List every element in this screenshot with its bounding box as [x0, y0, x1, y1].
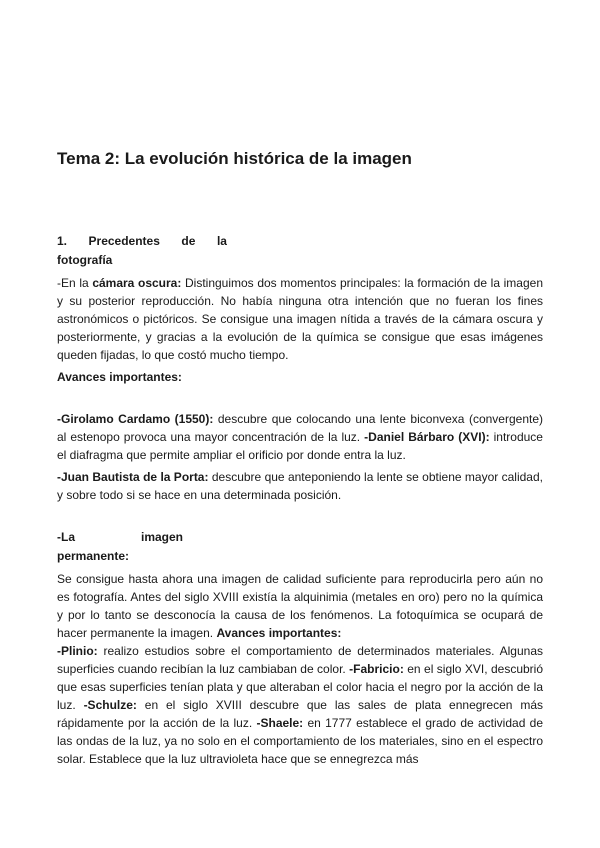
- section-word-de: de: [181, 234, 196, 248]
- section2-word-permanente: permanente:: [57, 549, 130, 563]
- section-heading-imagen-permanente: [57, 528, 183, 566]
- section-heading-line-1: [57, 232, 227, 251]
- p2-text-1: descubre que colocando una lente biconvexa (convergente) al estenopo provoca una mayor concentración de la luz.: [57, 412, 543, 444]
- p5-text-1: realizo estudios sobre el comportamiento de determinados materiales. Algunas superficies cuando recibían la luz cambiaban de color.: [57, 644, 543, 676]
- subheading-avances-importantes: Avances importantes:: [57, 370, 182, 384]
- paragraph-fotoquimica: [57, 570, 543, 642]
- term-girolamo-cardamo: -Girolamo Cardamo (1550):: [57, 412, 214, 426]
- section2-word-imagen: imagen: [140, 530, 183, 544]
- section-word-precedentes: Precedentes: [88, 234, 160, 248]
- p5-text-3: en el siglo XVIII descubre que las sales de plata ennegrecen más rápidamente por la acción de la luz.: [57, 698, 543, 730]
- p1-lead: -En la: [57, 276, 93, 290]
- paragraph-cardamo-barbaro: [57, 410, 543, 464]
- section-word-fotografia: fotografía: [57, 253, 113, 267]
- section2-word-la: -La: [57, 530, 75, 544]
- term-daniel-barbaro: -Daniel Bárbaro (XVI):: [364, 430, 490, 444]
- p3-text: descubre que anteponiendo la lente se obtiene mayor calidad, y sobre todo si se hace en una determinada posición.: [57, 470, 543, 502]
- p5-text-4: en 1777 establece el grado de actividad de las ondas de la luz, ya no solo en el comportamiento de los materiales, sino en el espectro solar. Establece que la luz ultravioleta hace que se ennegrezca más: [57, 716, 544, 766]
- p2-text-2: introduce el diafragma que permite ampliar el orificio por donde entra la luz.: [57, 430, 543, 462]
- p1-text: Distinguimos dos momentos principales: la formación de la imagen y su posterior reproducción. No había ninguna otra intención que no fueran los fines astronómicos o pictóricos. Se consigue una imagen nítida a través de la cámara oscura y posteriormente, y gracias a la evolución de la química se consigue que esas imágenes queden fijadas, lo que costó mucho tiempo.: [57, 276, 543, 362]
- term-fabricio: -Fabricio:: [349, 662, 404, 676]
- term-juan-bautista: -Juan Bautista de la Porta:: [57, 470, 209, 484]
- section-word-la: la: [216, 234, 227, 248]
- paragraph-plinio-shaele: [57, 642, 543, 768]
- paragraph-camara-oscura: [57, 274, 543, 364]
- term-shaele: -Shaele:: [256, 716, 304, 730]
- document-title: Tema 2: La evolución histórica de la imagen: [57, 149, 412, 168]
- paragraph-della-porta: [57, 468, 543, 504]
- term-plinio: -Plinio:: [57, 644, 98, 658]
- term-schulze: -Schulze:: [83, 698, 137, 712]
- p5-text-2: en el siglo XVI, descubrió que esas superficies tenían plata y que alteraban el color hacia el negro por la acción de la luz.: [57, 662, 543, 712]
- term-camara-oscura: cámara oscura:: [92, 276, 182, 290]
- section2-line-1: [57, 528, 183, 547]
- section-number: 1.: [57, 234, 68, 248]
- p4-text: Se consigue hasta ahora una imagen de calidad suficiente para reproducirla pero aún no es fotografía. Antes del siglo XVIII existía la alquinimia (metales en oro) pero no la química y por lo tanto se desconocía la causa de los fenómenos. La fotoquímica se ocupará de hacer permanente la imagen.: [57, 572, 543, 640]
- section-heading-precedentes: [57, 232, 227, 270]
- term-avances-importantes: Avances importantes:: [216, 626, 342, 640]
